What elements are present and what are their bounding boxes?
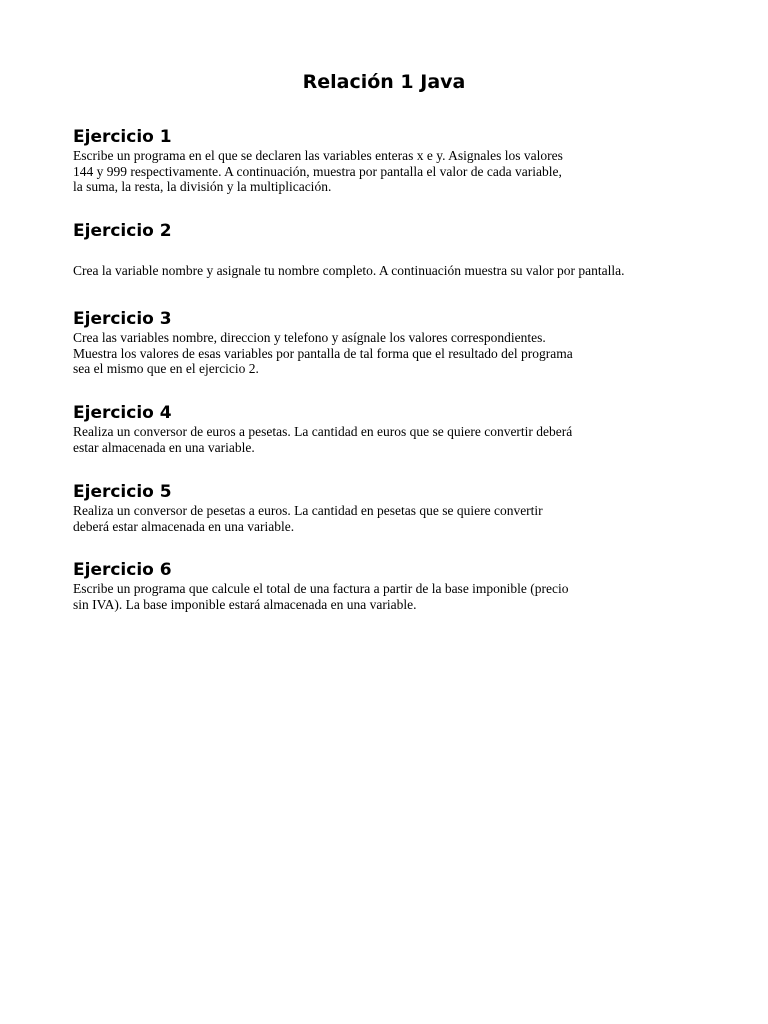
- statement-line: Escribe un programa que calcule el total de una factura a partir de la base imponible (precio: [73, 581, 569, 596]
- exercise-heading: Ejercicio 5: [73, 482, 172, 502]
- exercise-statement: [73, 330, 693, 377]
- statement-line: Crea la variable nombre y asignale tu nombre completo. A continuación muestra su valor por pantalla.: [73, 263, 625, 278]
- exercise-2: [73, 220, 693, 279]
- exercise-4: [73, 402, 693, 455]
- statement-line: Escribe un programa en el que se declaren las variables enteras x e y. Asignales los valores: [73, 148, 563, 163]
- statement-line: sea el mismo que en el ejercicio 2.: [73, 361, 259, 376]
- statement-line: 144 y 999 respectivamente. A continuación, muestra por pantalla el valor de cada variable,: [73, 163, 562, 179]
- exercise-statement: [73, 263, 693, 279]
- exercise-statement: [73, 503, 693, 534]
- exercise-statement: [73, 581, 693, 612]
- exercise-statement: [73, 424, 693, 455]
- exercise-statement: [73, 148, 693, 195]
- statement-line: Crea las variables nombre, direccion y telefono y asígnale los valores correspondientes.: [73, 330, 546, 345]
- exercise-6: [73, 559, 693, 612]
- document-title: Relación 1 Java: [302, 71, 466, 93]
- statement-line: sin IVA). La base imponible estará almacenada en una variable.: [73, 596, 417, 612]
- statement-line: Realiza un conversor de pesetas a euros. La cantidad en pesetas que se quiere convertir: [73, 503, 543, 518]
- exercise-1: [73, 126, 693, 195]
- exercise-heading: Ejercicio 2: [73, 221, 172, 241]
- exercise-heading: Ejercicio 4: [73, 403, 172, 423]
- statement-line: Muestra los valores de esas variables por pantalla de tal forma que el resultado del programa: [73, 345, 573, 361]
- exercise-5: [73, 481, 693, 534]
- statement-line: la suma, la resta, la división y la multiplicación.: [73, 179, 332, 194]
- statement-line: estar almacenada en una variable.: [73, 439, 255, 455]
- statement-line: deberá estar almacenada en una variable.: [73, 518, 295, 534]
- exercise-heading: Ejercicio 6: [73, 560, 172, 580]
- exercise-heading: Ejercicio 1: [73, 127, 172, 147]
- statement-line: Realiza un conversor de euros a pesetas. La cantidad en euros que se quiere convertir deberá: [73, 424, 573, 439]
- exercise-heading: Ejercicio 3: [73, 309, 172, 329]
- exercise-3: [73, 308, 693, 377]
